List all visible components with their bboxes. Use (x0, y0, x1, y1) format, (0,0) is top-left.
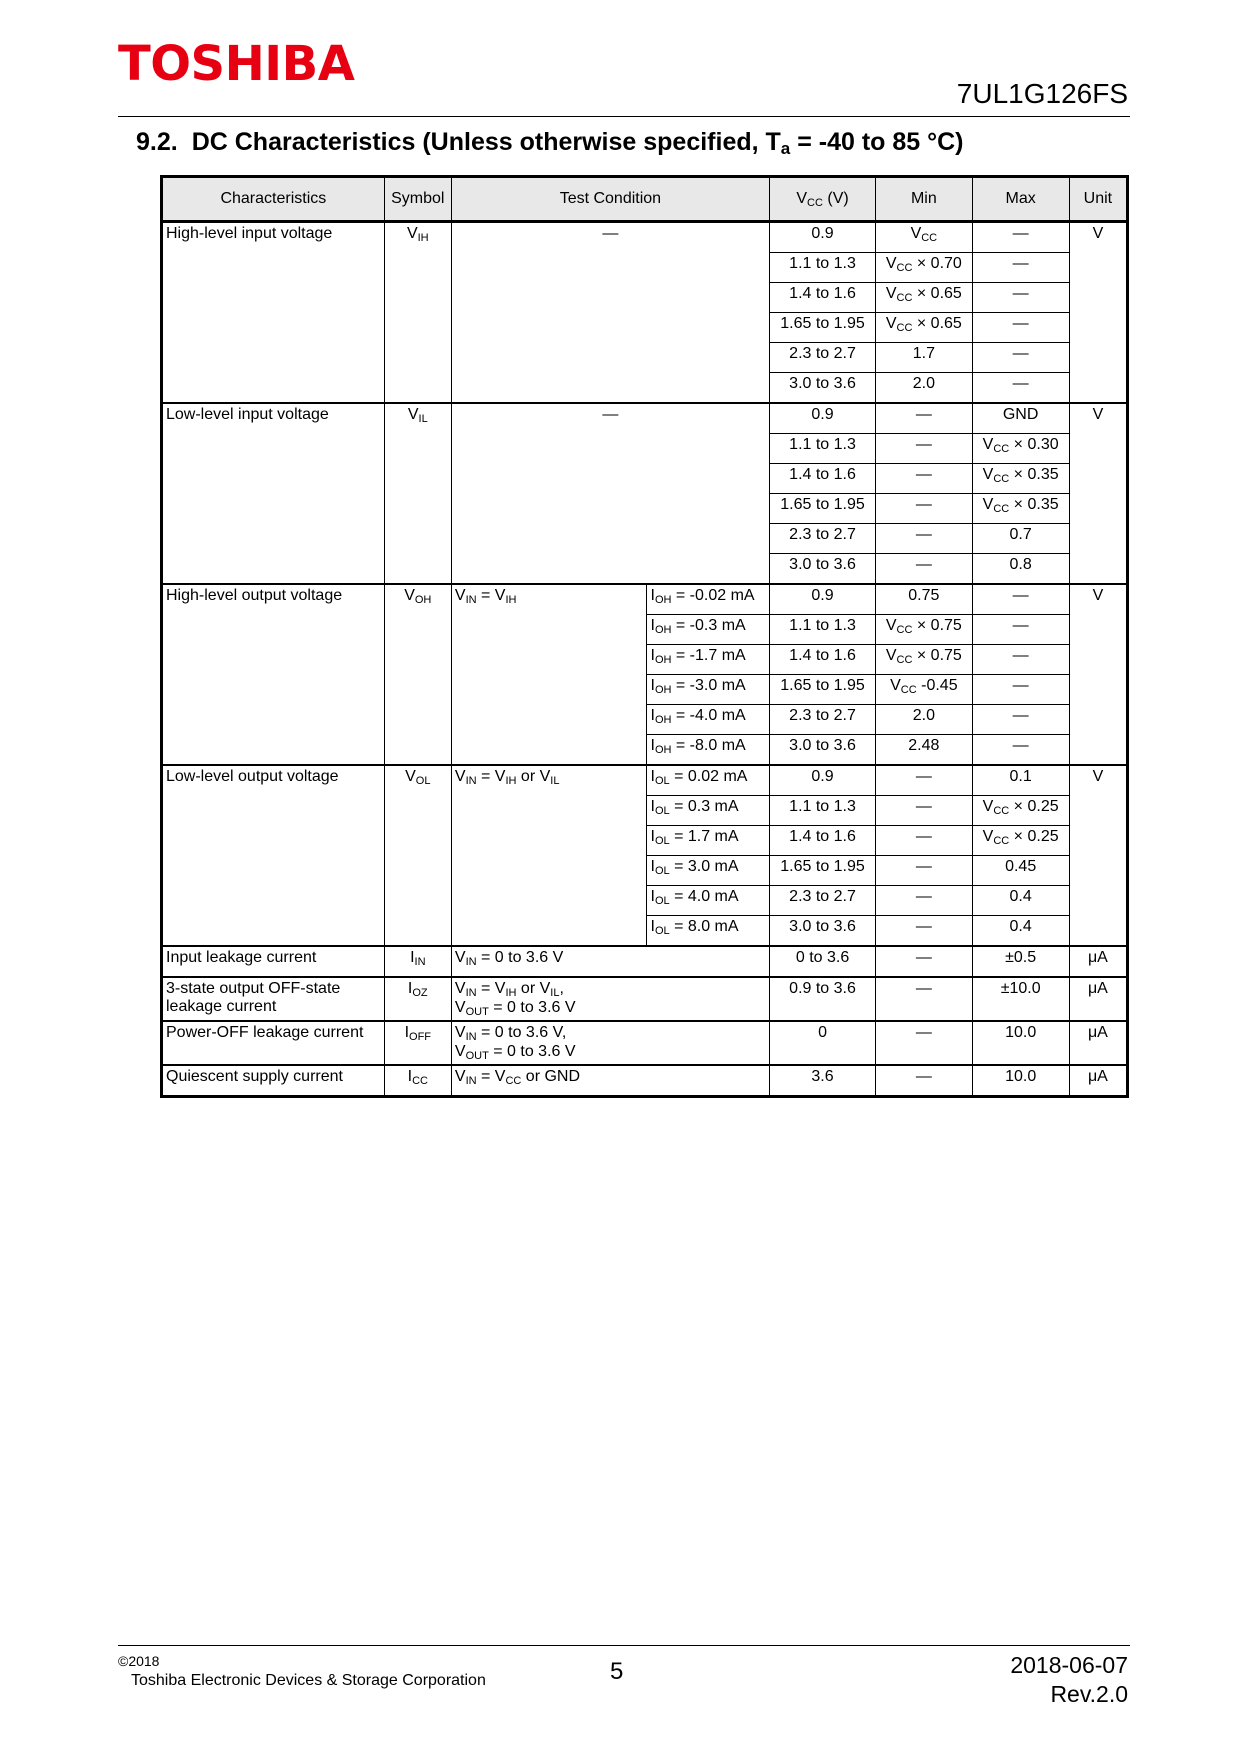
header-symbol: Symbol (384, 177, 451, 222)
cell-output-current: $I_{OH} = -3.0$ mA (647, 675, 769, 705)
cell-symbol: $V_{OL}$ (384, 765, 451, 946)
cell-output-current: $I_{OL} = 4.0$ mA (647, 886, 769, 916)
table-header-row (162, 177, 1128, 222)
section-title-prefix: DC Characteristics (Unless otherwise specified, T (191, 128, 781, 156)
cell-min: — (876, 524, 972, 554)
cell-min: — (876, 826, 972, 856)
toshiba-logo: TOSHIBA (118, 36, 355, 92)
cell-output-current: $I_{OL} = 0.3$ mA (647, 796, 769, 826)
cell-min: — (876, 886, 972, 916)
header-max: Max (972, 177, 1069, 222)
revision: Rev.2.0 (1050, 1681, 1128, 1707)
cell-characteristic: 3-state output OFF-state leakage current (162, 977, 385, 1021)
cell-test-condition: — (451, 222, 769, 404)
copyright: ©2018 (118, 1653, 160, 1669)
header-test-condition: Test Condition (451, 177, 769, 222)
cell-min: $V_{CC}$ -0.45 (876, 675, 972, 705)
cell-vcc: 1.4 to 1.6 (769, 645, 875, 675)
cell-min: 1.7 (876, 343, 972, 373)
cell-max: — (972, 373, 1069, 404)
cell-output-current: $I_{OH} = -1.7$ mA (647, 645, 769, 675)
cell-vcc: 1.1 to 1.3 (769, 615, 875, 645)
cell-max: — (972, 253, 1069, 283)
cell-min: — (876, 403, 972, 434)
cell-max: $V_{CC} \times 0.30$ (972, 434, 1069, 464)
cell-min: — (876, 796, 972, 826)
cell-vcc: 1.65 to 1.95 (769, 675, 875, 705)
cell-max: — (972, 584, 1069, 615)
cell-max: — (972, 615, 1069, 645)
cell-test-condition: $V_{IN} = V_{IH}$ (451, 584, 647, 765)
cell-unit: V (1069, 584, 1127, 765)
cell-characteristic: High-level input voltage (162, 222, 385, 404)
cell-min: $V_{CC} \times 0.70$ (876, 253, 972, 283)
cell-test-condition: $V_{IN} = V_{IH}$ or $V_{IL}$ (451, 765, 647, 946)
cell-min: — (876, 916, 972, 947)
cell-vcc: 1.4 to 1.6 (769, 826, 875, 856)
table-row (162, 1065, 1128, 1097)
part-number: 7UL1G126FS (956, 78, 1128, 109)
cell-characteristic: Low-level input voltage (162, 403, 385, 584)
cell-characteristic: Power-OFF leakage current (162, 1021, 385, 1065)
cell-max: 10.0 (972, 1021, 1069, 1065)
cell-output-current: $I_{OL} = 1.7$ mA (647, 826, 769, 856)
cell-max: — (972, 343, 1069, 373)
cell-vcc: 1.1 to 1.3 (769, 253, 875, 283)
cell-vcc: 3.0 to 3.6 (769, 735, 875, 766)
cell-min: — (876, 977, 972, 1021)
cell-output-current: $I_{OH} = -8.0$ mA (647, 735, 769, 766)
cell-max: $V_{CC} \times 0.35$ (972, 464, 1069, 494)
cell-max: — (972, 735, 1069, 766)
cell-min: $V_{CC}$ (876, 222, 972, 253)
cell-vcc: 1.4 to 1.6 (769, 464, 875, 494)
cell-min: — (876, 1065, 972, 1097)
cell-unit: μA (1069, 1021, 1127, 1065)
section-title (136, 128, 964, 159)
cell-max: 0.7 (972, 524, 1069, 554)
cell-min: — (876, 765, 972, 796)
cell-output-current: $I_{OL} = 8.0$ mA (647, 916, 769, 947)
cell-min: 2.48 (876, 735, 972, 766)
cell-vcc: 1.1 to 1.3 (769, 434, 875, 464)
cell-max: 10.0 (972, 1065, 1069, 1097)
cell-vcc: 0.9 (769, 765, 875, 796)
cell-symbol: $V_{IL}$ (384, 403, 451, 584)
cell-output-current: $I_{OH} = -4.0$ mA (647, 705, 769, 735)
cell-min: 2.0 (876, 705, 972, 735)
dc-characteristics-table (160, 175, 1129, 1098)
cell-max: — (972, 705, 1069, 735)
cell-unit: V (1069, 403, 1127, 584)
cell-vcc: 0.9 (769, 403, 875, 434)
cell-symbol: $V_{OH}$ (384, 584, 451, 765)
corporation: Toshiba Electronic Devices & Storage Corporation (131, 1672, 486, 1689)
cell-vcc: 0.9 (769, 584, 875, 615)
table-body (162, 222, 1128, 1097)
cell-test-condition: $V_{IN} = 0$ to 3.6 V, $V_{OUT} = 0$ to 3.6 V (451, 1021, 769, 1065)
document-date: 2018-06-07 (1010, 1652, 1128, 1678)
cell-max: ±10.0 (972, 977, 1069, 1021)
cell-min: $V_{CC} \times 0.65$ (876, 283, 972, 313)
cell-min: $V_{CC} \times 0.75$ (876, 615, 972, 645)
cell-max: 0.4 (972, 916, 1069, 947)
cell-output-current: $I_{OH} = -0.3$ mA (647, 615, 769, 645)
header-divider (118, 116, 1130, 117)
cell-vcc: 2.3 to 2.7 (769, 343, 875, 373)
header-vcc: $V_{CC}$ (V) (769, 177, 875, 222)
cell-min: — (876, 1021, 972, 1065)
table-row (162, 584, 1128, 615)
cell-max: 0.45 (972, 856, 1069, 886)
cell-vcc: 3.0 to 3.6 (769, 554, 875, 585)
header-unit: Unit (1069, 177, 1127, 222)
cell-max: $V_{CC} \times 0.25$ (972, 796, 1069, 826)
cell-min: — (876, 856, 972, 886)
table-row (162, 1021, 1128, 1065)
cell-symbol: $I_{IN}$ (384, 946, 451, 977)
cell-characteristic: Low-level output voltage (162, 765, 385, 946)
cell-symbol: $V_{IH}$ (384, 222, 451, 404)
cell-max: — (972, 313, 1069, 343)
cell-max: — (972, 675, 1069, 705)
cell-symbol: $I_{OFF}$ (384, 1021, 451, 1065)
cell-unit: V (1069, 765, 1127, 946)
cell-vcc: 3.6 (769, 1065, 875, 1097)
section-title-suffix: = -40 to 85 °C) (790, 128, 964, 156)
table-row (162, 946, 1128, 977)
cell-characteristic: Input leakage current (162, 946, 385, 977)
cell-output-current: $I_{OL} = 0.02$ mA (647, 765, 769, 796)
cell-vcc: 1.65 to 1.95 (769, 856, 875, 886)
cell-min: 2.0 (876, 373, 972, 404)
cell-vcc: 1.65 to 1.95 (769, 313, 875, 343)
cell-max: $V_{CC} \times 0.35$ (972, 494, 1069, 524)
cell-min: — (876, 946, 972, 977)
cell-max: ±0.5 (972, 946, 1069, 977)
cell-min: — (876, 494, 972, 524)
section-title-sub: a (780, 139, 791, 158)
footer-divider (118, 1645, 1130, 1646)
cell-test-condition: $V_{IN} = V_{IH}$ or $V_{IL}$, $V_{OUT} = 0$ to 3.6 V (451, 977, 769, 1021)
cell-unit: μA (1069, 977, 1127, 1021)
cell-vcc: 0.9 to 3.6 (769, 977, 875, 1021)
cell-min: — (876, 464, 972, 494)
cell-test-condition: $V_{IN} = V_{CC}$ or GND (451, 1065, 769, 1097)
cell-unit: μA (1069, 1065, 1127, 1097)
cell-unit: μA (1069, 946, 1127, 977)
cell-max: — (972, 283, 1069, 313)
table-row (162, 222, 1128, 253)
cell-unit: V (1069, 222, 1127, 404)
cell-vcc: 3.0 to 3.6 (769, 916, 875, 947)
table-row (162, 403, 1128, 434)
section-number: 9.2. (136, 128, 178, 156)
cell-vcc: 1.65 to 1.95 (769, 494, 875, 524)
cell-symbol: $I_{OZ}$ (384, 977, 451, 1021)
cell-vcc: 0.9 (769, 222, 875, 253)
cell-max: 0.8 (972, 554, 1069, 585)
cell-vcc: 2.3 to 2.7 (769, 524, 875, 554)
header-characteristics: Characteristics (162, 177, 385, 222)
cell-symbol: $I_{CC}$ (384, 1065, 451, 1097)
cell-vcc: 1.4 to 1.6 (769, 283, 875, 313)
cell-test-condition: — (451, 403, 769, 584)
cell-characteristic: Quiescent supply current (162, 1065, 385, 1097)
cell-vcc: 0 to 3.6 (769, 946, 875, 977)
cell-vcc: 1.1 to 1.3 (769, 796, 875, 826)
cell-min: $V_{CC} \times 0.65$ (876, 313, 972, 343)
cell-min: — (876, 554, 972, 585)
cell-output-current: $I_{OL} = 3.0$ mA (647, 856, 769, 886)
cell-max: 0.4 (972, 886, 1069, 916)
table-row (162, 977, 1128, 1021)
cell-max: GND (972, 403, 1069, 434)
cell-min: — (876, 434, 972, 464)
cell-vcc: 0 (769, 1021, 875, 1065)
header-min: Min (876, 177, 972, 222)
cell-vcc: 3.0 to 3.6 (769, 373, 875, 404)
cell-output-current: $I_{OH} = -0.02$ mA (647, 584, 769, 615)
cell-min: 0.75 (876, 584, 972, 615)
cell-min: $V_{CC} \times 0.75$ (876, 645, 972, 675)
cell-characteristic: High-level output voltage (162, 584, 385, 765)
cell-vcc: 2.3 to 2.7 (769, 886, 875, 916)
page-number: 5 (610, 1658, 624, 1685)
cell-vcc: 2.3 to 2.7 (769, 705, 875, 735)
cell-max: 0.1 (972, 765, 1069, 796)
cell-test-condition: $V_{IN} = 0$ to 3.6 V (451, 946, 769, 977)
cell-max: — (972, 222, 1069, 253)
table-row (162, 765, 1128, 796)
cell-max: — (972, 645, 1069, 675)
cell-max: $V_{CC} \times 0.25$ (972, 826, 1069, 856)
